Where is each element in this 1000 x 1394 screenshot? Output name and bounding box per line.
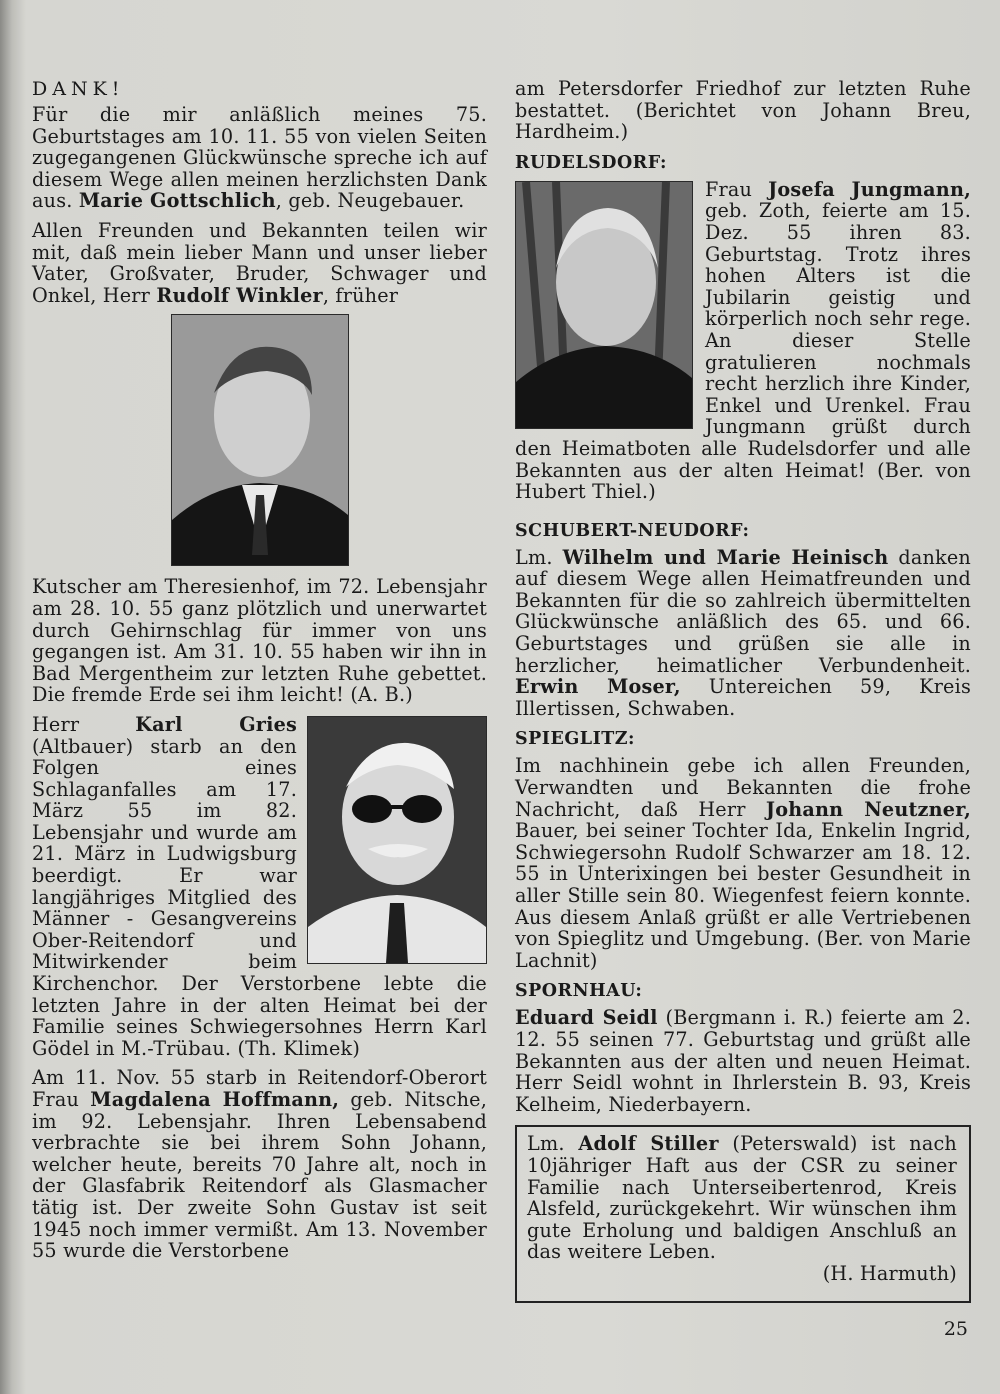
stiller-notice-box bbox=[515, 1125, 971, 1302]
name-johann-neutzner: Johann Neutzner, bbox=[765, 797, 971, 821]
winkler-paragraph: Allen Freunden und Bekannten teilen wir mit, daß mein lieber Mann und unser lieber Vater, Großvater, Bruder, Schwager und Onkel, Herr Rudolf Winkler, früher bbox=[32, 218, 487, 307]
name-marie-gottschlich: Marie Gottschlich bbox=[78, 189, 276, 213]
portrait-man-icon bbox=[172, 315, 348, 565]
portrait-man-glasses-icon bbox=[308, 717, 486, 963]
stiller-paragraph: Lm. Adolf Stiller (Peterswald) ist nach 10jähriger Haft aus der CSR zu seiner Familie nach Unterseibertenrod, Kreis Alsfeld, zurückgekehrt. Wir wünschen ihm gute Erholung und baldigen Anschluß an das weitere Leben. bbox=[527, 1132, 957, 1264]
rudelsdorf-paragraph: Frau Josefa Jungmann, geb. Zoth, feierte am 15. Dez. 55 ihren 83. Geburtstag. Trotz ihres hohen Alters ist die Jubilarin geistig und körperlich noch sehr rege. An dieser Stelle gratulieren nochmals recht herzlich ihre Kinder, Enkel und Urenkel. Frau Jungmann grüßt durch den Heimatboten alle Rudelsdorfer und alle Bekannten aus der alten Heimat! (Ber. von Hubert Thiel.) bbox=[515, 177, 971, 504]
spieglitz-paragraph: Im nachhinein gebe ich allen Freunden, Verwandten und Bekannten die frohe Nachricht, daß Herr Johann Neutzner, Bauer, bei seiner Tochter Ida, Enkelin Ingrid, Schwiegersohn Rudolf Schwarzer am 18. 12. 55 in Unterixingen bei bester Gesundheit in aller Stille sein 80. Wiegenfest feiern konnte. Aus diesem Anlaß grüßt er alle Vertriebenen von Spieglitz und Umgebung. (Ber. von Marie Lachnit) bbox=[515, 754, 971, 972]
portrait-woman-icon bbox=[516, 182, 692, 428]
name-karl-gries: Karl Gries bbox=[135, 712, 297, 736]
dank-title: DANK! bbox=[32, 78, 125, 100]
heading-rudelsdorf: RUDELSDORF: bbox=[515, 152, 667, 173]
name-magdalena-hoffmann: Magdalena Hoffmann, bbox=[90, 1088, 340, 1111]
portrait-josefa-jungmann bbox=[515, 181, 693, 429]
petersdorf-continuation: am Petersdorfer Friedhof zur letzten Ruhe bestattet. (Berichtet von Johann Breu, Hardheim.) bbox=[515, 77, 971, 144]
schubert-paragraph: Lm. Wilhelm und Marie Heinisch danken auf diesem Wege allen Heimatfreunden und Bekannten für die so zahlreich übermittelten Glückwünsche anläßlich des 65. und 66. Geburtstages und grüßen sie alle in herzlicher, heimatlicher Verbundenheit. Erwin Moser, Untereichen 59, Kreis Illertissen, Schwaben. bbox=[515, 545, 971, 720]
heading-spornhau: SPORNHAU: bbox=[515, 981, 643, 1002]
hoffmann-paragraph: Am 11. Nov. 55 starb in Reitendorf-Oberort Frau Magdalena Hoffmann, geb. Nitsche, im 92. Lebensjahr. Ihren Lebensabend verbrachte sie bei ihrem Sohn Johann, welcher heute, bereits 70 Jahre alt, noch in der Glasfabrik Reitendorf als Glasmacher tätig ist. Der zweite Sohn Gustav ist seit 1945 noch immer vermißt. Am 13. November 55 wurde die Verstorbene bbox=[32, 1066, 487, 1263]
name-erwin-moser: Erwin Moser, bbox=[515, 675, 681, 699]
name-eduard-seidl: Eduard Seidl bbox=[515, 1006, 658, 1030]
page-number: 25 bbox=[943, 1318, 968, 1340]
name-rudolf-winkler: Rudolf Winkler bbox=[156, 283, 323, 307]
portrait-karl-gries bbox=[307, 716, 487, 964]
winkler-continuation: Kutscher am Theresienhof, im 72. Lebensjahr am 28. 10. 55 ganz plötzlich und unerwartet durch Gehirnschlag für immer von uns gegangen ist. Am 31. 10. 55 haben wir ihn in Bad Mergentheim zur letzten Ruhe gebettet. Die fremde Erde sei ihm leicht! (A. B.) bbox=[32, 575, 487, 707]
name-adolf-stiller: Adolf Stiller bbox=[578, 1132, 719, 1156]
right-column bbox=[515, 78, 971, 1303]
left-column bbox=[32, 78, 487, 1270]
stiller-signature: (H. Harmuth) bbox=[822, 1261, 957, 1285]
name-josefa-jungmann: Josefa Jungmann, bbox=[768, 177, 971, 201]
heading-spieglitz: SPIEGLITZ: bbox=[515, 729, 636, 750]
heading-schubert-neudorf: SCHUBERT-NEUDORF: bbox=[515, 520, 750, 541]
dank-paragraph: Für die mir anläßlich meines 75. Geburtstages am 10. 11. 55 von vielen Seiten zugegangenen Glückwünsche spreche ich auf diesem Wege allen meinen herzlichsten Dank aus. Marie Gottschlich, geb. Neugebauer. bbox=[32, 103, 487, 213]
name-heinisch: Wilhelm und Marie Heinisch bbox=[562, 545, 889, 569]
portrait-rudolf-winkler bbox=[171, 314, 349, 566]
spornhau-paragraph: Eduard Seidl (Bergmann i. R.) feierte am 2. 12. 55 seinen 77. Geburtstag und grüßt alle Bekannten aus der alten und neuen Heimat. Herr Seidl wohnt in Ihrlerstein B. 93, Kreis Kelheim, Niederbayern. bbox=[515, 1006, 971, 1116]
gries-paragraph: Herr Karl Gries (Altbauer) starb an den Folgen eines Schlaganfalles am 17. März 55 im 82. Lebensjahr und wurde am 21. März in Ludwigsburg beerdigt. Er war langjähriges Mitglied des Männer - Gesangvereins Ober-Reitendorf und Mitwirkender beim Kirchenchor. Der Verstorbene lebte die letzten Jahre in der alten Heimat bei der Familie seines Schwiegersohnes Herrn Karl Gödel in M.-Trübau. (Th. Klimek) bbox=[32, 712, 487, 1060]
